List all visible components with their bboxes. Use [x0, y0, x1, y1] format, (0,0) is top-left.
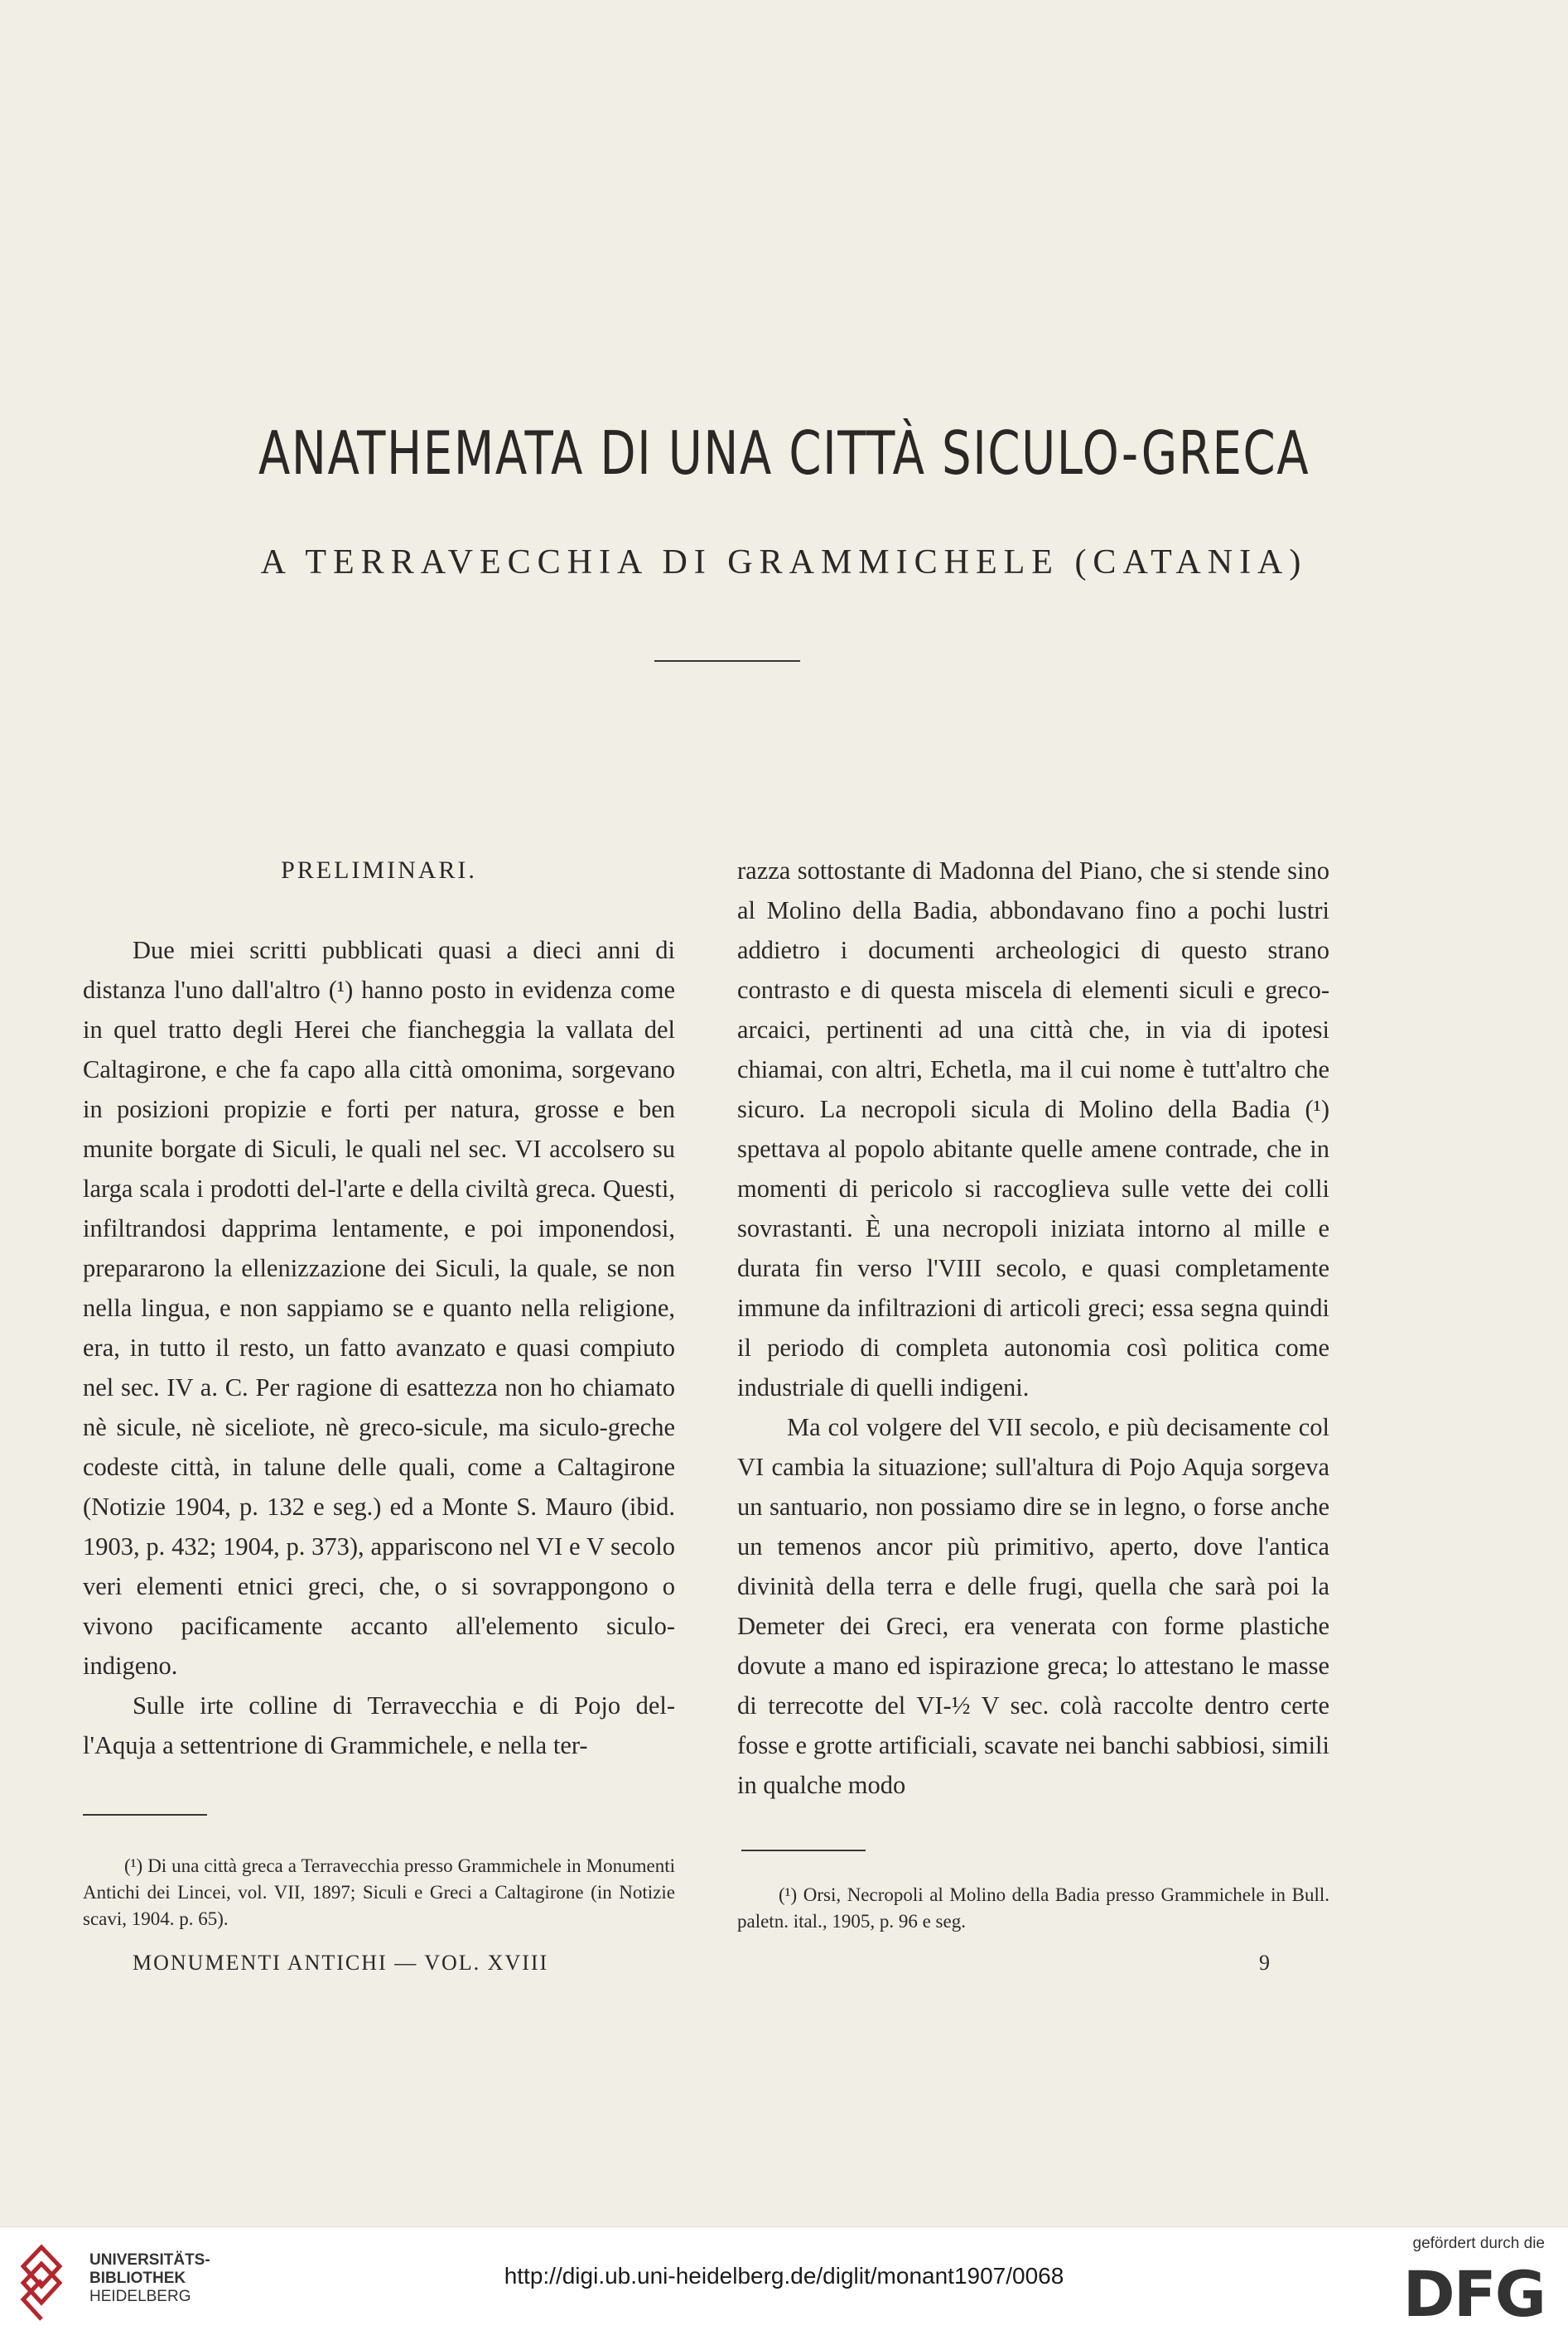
- left-footnote-rule: [83, 1814, 207, 1816]
- left-footnote-text: (¹) Di una città greca a Terravecchia presso Grammichele in Monumenti Antichi dei Lincei, vol. VII, 1897; Siculi e Greci a Caltagirone (in Notizie scavi, 1904. p. 65).: [83, 1855, 675, 1929]
- left-column: [83, 851, 675, 1765]
- left-footnote: [83, 1853, 675, 1932]
- funded-by-label: gefördert durch die: [1412, 2235, 1545, 2252]
- right-footnote-text: (¹) Orsi, Necropoli al Molino della Badia presso Grammichele in Bull. paletn. ital., 1905, p. 96 e seg.: [737, 1884, 1329, 1932]
- section-heading: PRELIMINARI.: [281, 856, 477, 884]
- right-column: [737, 851, 1329, 1805]
- left-paragraph-1: Due miei scritti pubblicati quasi a dieci anni di distanza l'uno dall'altro (¹) hanno posto in evidenza come in quel tratto degli Herei che fiancheggia la vallata del Caltagirone, e che fa capo alla città omonima, sorgevano in posizioni propizie e forti per natura, grosse e ben munite borgate di Siculi, le quali nel sec. VI accolsero su larga scala i prodotti del-l'arte e della civiltà greca. Questi, infiltrandosi dapprima lentamente, e poi imponendosi, prepararono la ellenizzazione dei Siculi, la quale, se non nella lingua, e non sappiamo se e quanto nella religione, era, in tutto il resto, un fatto avanzato e quasi compiuto nel sec. IV a. C. Per ragione di esattezza non ho chiamato nè sicule, nè siceliote, nè greco-sicule, ma siculo-greche codeste città, in talune delle quali, come a Caltagirone (Notizie 1904, p. 132 e seg.) ed a Monte S. Mauro (ibid. 1903, p. 432; 1904, p. 373), appariscono nel VI e V secolo veri elementi etnici greci, che, o si sovrappongono o vivono pacificamente accanto all'elemento siculo-indigeno.: [83, 936, 675, 1680]
- article-title: ANATHEMATA DI UNA CITTÀ SICULO-GRECA: [258, 418, 1310, 488]
- page-number: 9: [1259, 1951, 1270, 1975]
- library-line-3: HEIDELBERG: [89, 2288, 191, 2305]
- left-paragraph-2: Sulle irte colline di Terravecchia e di Pojo del-l'Aquja a settentrione di Grammichele, e nella ter-: [83, 1691, 675, 1759]
- title-divider: [654, 660, 800, 662]
- right-footnote-rule: [741, 1850, 866, 1851]
- library-line-1: UNIVERSITÄTS-: [89, 2251, 210, 2269]
- right-paragraph-1: razza sottostante di Madonna del Piano, che si stende sino al Molino della Badia, abbondavano fino a pochi lustri addietro i documenti archeologici di questo strano contrasto e di questa miscela di elementi siculi e greco-arcaici, pertinenti ad una città che, in via di ipotesi chiamai, con altri, Echetla, ma il cui nome è tutt'altro che sicuro. La necropoli sicula di Molino della Badia (¹) spettava al popolo abitante quelle amene contrade, che in momenti di pericolo si raccoglieva sulle vette dei colli sovrastanti. È una necropoli iniziata intorno al mille e durata fin verso l'VIII secolo, e quasi completamente immune da infiltrazioni di articoli greci; essa segna quindi il periodo di completa autonomia così politica come industriale di quelli indigeni.: [737, 856, 1329, 1401]
- running-footer: MONUMENTI ANTICHI — VOL. XVIII: [133, 1951, 549, 1975]
- right-footnote: [737, 1882, 1329, 1935]
- article-subtitle: A TERRAVECCHIA DI GRAMMICHELE (CATANIA): [260, 543, 1308, 581]
- library-line-2: BIBLIOTHEK: [89, 2270, 186, 2287]
- dfg-logo[interactable]: DFG: [1402, 2257, 1545, 2331]
- source-url-link[interactable]: http://digi.ub.uni-heidelberg.de/diglit/monant1907/0068: [504, 2263, 1064, 2289]
- right-paragraph-2: Ma col volgere del VII secolo, e più decisamente col VI cambia la situazione; sull'altura di Pojo Aquja sorgeva un santuario, non possiamo dire se in legno, o forse anche un temenos ancor più primitivo, aperto, dove l'antica divinità della terra e delle frugi, quella che sarà poi la Demeter dei Greci, era venerata con forme plastiche dovute a mano ed ispirazione greca; lo attestano le masse di terrecotte del VI-½ V sec. colà raccolte dentro certe fosse e grotte artificiali, scavate nei banchi sabbiosi, simili in qualche modo: [737, 1413, 1329, 1799]
